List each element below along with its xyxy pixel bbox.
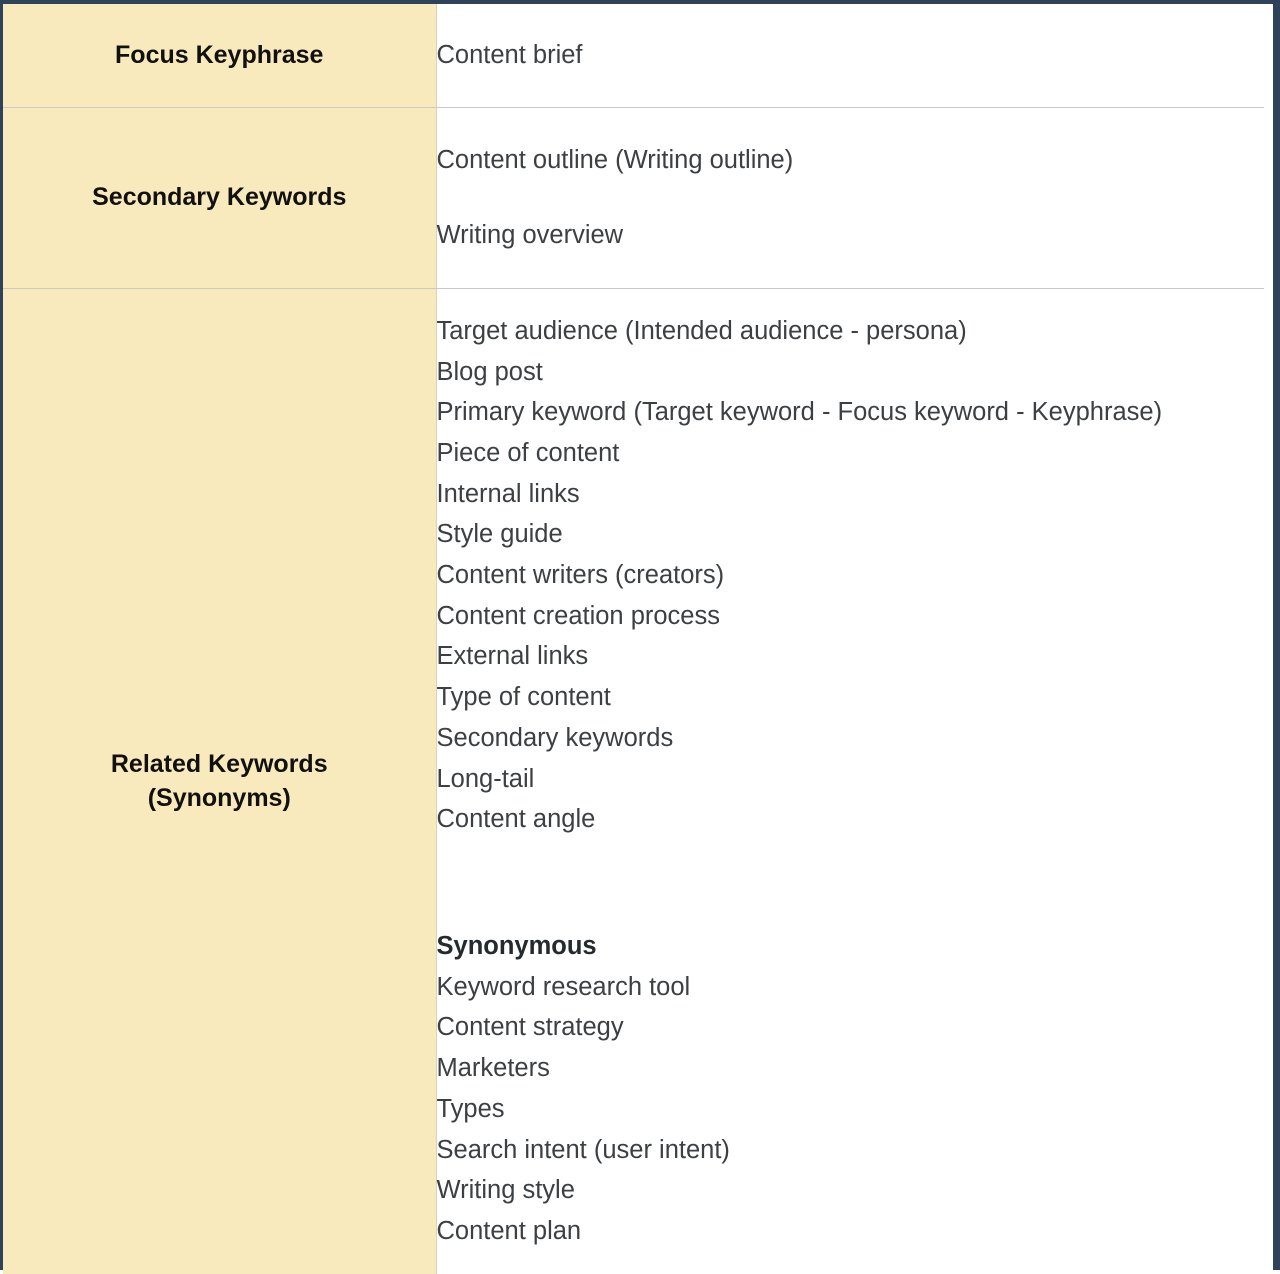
label-text: Secondary Keywords (92, 183, 347, 212)
related-terms-list (437, 311, 1265, 840)
row-value-secondary-keywords (436, 107, 1264, 288)
row-value-focus-keyphrase (436, 4, 1264, 107)
list-item: Primary keyword (Target keyword - Focus keyword - Keyphrase) (436, 398, 1163, 427)
list-item: Keyword research tool (436, 972, 691, 1001)
synonymous-terms-list (437, 967, 1265, 1252)
list-item: Internal links (436, 479, 580, 508)
list-item: Blog post (436, 357, 543, 386)
row-label-related-keywords (3, 288, 436, 1274)
list-item: Content creation process (436, 601, 720, 630)
keyword-table-body (3, 4, 1264, 1274)
label-text-line-2: (Synonyms) (147, 784, 291, 813)
list-item: Marketers (436, 1054, 550, 1083)
list-item: External links (436, 642, 589, 671)
table-row-focus-keyphrase (3, 4, 1264, 107)
list-item: Piece of content (436, 438, 620, 467)
list-item: Type of content (436, 683, 611, 712)
list-item: Search intent (user intent) (436, 1135, 730, 1164)
value-line: Content outline (Writing outline) (436, 145, 794, 174)
keyword-table (3, 4, 1264, 1274)
row-label-secondary-keywords (3, 107, 436, 288)
list-item: Types (436, 1094, 505, 1123)
synonymous-heading: Synonymous (436, 932, 597, 960)
table-row-related-keywords (3, 288, 1264, 1274)
row-value-related-keywords (436, 288, 1264, 1274)
list-item: Content plan (436, 1216, 582, 1245)
row-label-focus-keyphrase (3, 4, 436, 107)
list-item: Content strategy (436, 1013, 624, 1042)
list-item: Writing style (436, 1176, 575, 1205)
list-item: Target audience (Intended audience - persona) (436, 316, 967, 345)
label-text-line-1: Related Keywords (110, 749, 328, 778)
list-item: Content angle (436, 805, 596, 834)
table-row-secondary-keywords (3, 107, 1264, 288)
value-line: Content brief (436, 41, 583, 70)
list-item: Style guide (436, 520, 563, 549)
value-line: Writing overview (436, 221, 624, 249)
label-text: Focus Keyphrase (115, 41, 324, 69)
list-item: Long-tail (436, 764, 535, 793)
list-item: Secondary keywords (436, 723, 674, 752)
section-spacer (437, 840, 1265, 926)
list-item: Content writers (creators) (436, 561, 725, 590)
